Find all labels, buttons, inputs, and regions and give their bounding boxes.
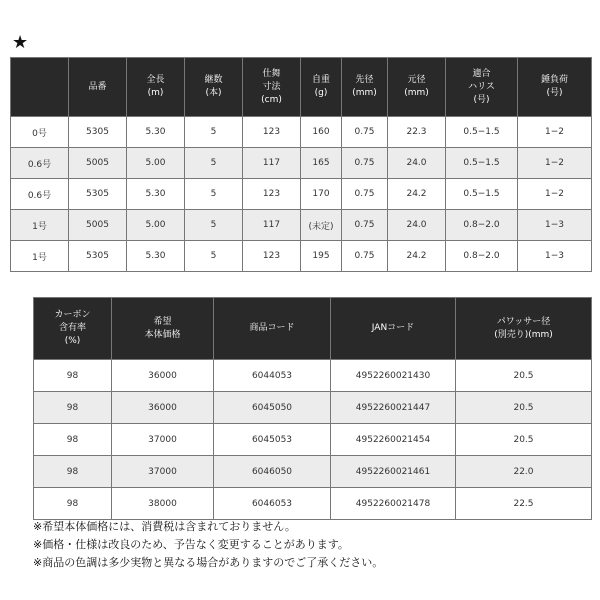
footnotes bbox=[33, 518, 593, 572]
table-cell: 6045050 bbox=[214, 392, 331, 424]
spec-table bbox=[10, 57, 592, 272]
table-cell: 5.30 bbox=[127, 241, 185, 272]
table-cell: 160 bbox=[301, 117, 342, 148]
table-cell: 24.2 bbox=[388, 179, 446, 210]
table-cell: 0.6号 bbox=[11, 148, 69, 179]
spec-header-cell: 錘負荷 (号) bbox=[518, 58, 592, 117]
table-cell: 117 bbox=[243, 210, 301, 241]
table-cell: 1−3 bbox=[518, 210, 592, 241]
code-header-cell: 希望 本体価格 bbox=[112, 298, 214, 360]
table-cell: 4952260021478 bbox=[331, 488, 456, 520]
table-cell: 24.0 bbox=[388, 148, 446, 179]
table-cell: 5.30 bbox=[127, 179, 185, 210]
table-cell: 170 bbox=[301, 179, 342, 210]
spec-header-row bbox=[11, 58, 592, 117]
footnote: ※希望本体価格には、消費税は含まれておりません。 bbox=[33, 520, 296, 533]
table-cell: 4952260021454 bbox=[331, 424, 456, 456]
table-cell: (未定) bbox=[301, 210, 342, 241]
table-cell: 5305 bbox=[69, 241, 127, 272]
table-cell: 1号 bbox=[11, 210, 69, 241]
table-cell: 4952260021447 bbox=[331, 392, 456, 424]
table-cell: 98 bbox=[34, 360, 112, 392]
table-cell: 20.5 bbox=[456, 392, 592, 424]
table-cell: 20.5 bbox=[456, 360, 592, 392]
spec-header-cell: 適合 ハリス (号) bbox=[446, 58, 518, 117]
code-header-cell: 商品コード bbox=[214, 298, 331, 360]
table-row bbox=[34, 488, 592, 520]
table-cell: 123 bbox=[243, 179, 301, 210]
table-cell: 5 bbox=[185, 241, 243, 272]
table-row bbox=[11, 179, 592, 210]
table-cell: 37000 bbox=[112, 424, 214, 456]
table-cell: 5305 bbox=[69, 117, 127, 148]
table-cell: 6046053 bbox=[214, 488, 331, 520]
table-cell: 0.75 bbox=[342, 148, 388, 179]
table-row bbox=[34, 392, 592, 424]
table-cell: 0号 bbox=[11, 117, 69, 148]
spec-header-cell: 仕舞 寸法 (cm) bbox=[243, 58, 301, 117]
table-row bbox=[11, 117, 592, 148]
table-cell: 0.75 bbox=[342, 179, 388, 210]
table-cell: 5305 bbox=[69, 179, 127, 210]
table-cell: 6044053 bbox=[214, 360, 331, 392]
table-cell: 98 bbox=[34, 456, 112, 488]
table-cell: 22.0 bbox=[456, 456, 592, 488]
code-header-cell: JANコード bbox=[331, 298, 456, 360]
table-cell: 98 bbox=[34, 424, 112, 456]
table-cell: 6046050 bbox=[214, 456, 331, 488]
spec-header-cell: 自重 (g) bbox=[301, 58, 342, 117]
table-cell: 38000 bbox=[112, 488, 214, 520]
table-cell: 4952260021461 bbox=[331, 456, 456, 488]
table-cell: 36000 bbox=[112, 360, 214, 392]
table-cell: 0.5−1.5 bbox=[446, 179, 518, 210]
table-cell: 1号 bbox=[11, 241, 69, 272]
code-header-cell: カーボン 含有率 (%) bbox=[34, 298, 112, 360]
table-cell: 5.00 bbox=[127, 210, 185, 241]
table-cell: 1−2 bbox=[518, 148, 592, 179]
table-cell: 0.75 bbox=[342, 210, 388, 241]
table-cell: 4952260021430 bbox=[331, 360, 456, 392]
footnote: ※商品の色調は多少実物と異なる場合がありますのでご了承ください。 bbox=[33, 556, 384, 569]
spec-header-cell: 品番 bbox=[69, 58, 127, 117]
spec-header-cell: 先径 (mm) bbox=[342, 58, 388, 117]
table-row bbox=[11, 210, 592, 241]
table-cell: 5 bbox=[185, 148, 243, 179]
footnote: ※価格・仕様は改良のため、予告なく変更することがあります。 bbox=[33, 538, 349, 551]
spec-header-cell: 元径 (mm) bbox=[388, 58, 446, 117]
table-row bbox=[34, 424, 592, 456]
table-cell: 5.30 bbox=[127, 117, 185, 148]
table-cell: 0.8−2.0 bbox=[446, 210, 518, 241]
table-cell: 117 bbox=[243, 148, 301, 179]
table-cell: 1−2 bbox=[518, 117, 592, 148]
table-cell: 6045053 bbox=[214, 424, 331, 456]
table-cell: 5005 bbox=[69, 148, 127, 179]
table-cell: 5 bbox=[185, 210, 243, 241]
table-cell: 37000 bbox=[112, 456, 214, 488]
table-cell: 24.0 bbox=[388, 210, 446, 241]
code-header-cell: パワッサー径 (別売り)(mm) bbox=[456, 298, 592, 360]
table-cell: 5 bbox=[185, 117, 243, 148]
table-cell: 0.5−1.5 bbox=[446, 148, 518, 179]
table-cell: 5 bbox=[185, 179, 243, 210]
table-cell: 165 bbox=[301, 148, 342, 179]
table-cell: 36000 bbox=[112, 392, 214, 424]
table-cell: 1−2 bbox=[518, 179, 592, 210]
table-row bbox=[11, 241, 592, 272]
star-icon: ★ bbox=[12, 32, 29, 53]
table-row bbox=[34, 360, 592, 392]
table-cell: 98 bbox=[34, 392, 112, 424]
table-cell: 0.5−1.5 bbox=[446, 117, 518, 148]
table-cell: 5.00 bbox=[127, 148, 185, 179]
spec-header-cell bbox=[11, 58, 69, 117]
table-cell: 5005 bbox=[69, 210, 127, 241]
table-cell: 20.5 bbox=[456, 424, 592, 456]
table-cell: 0.8−2.0 bbox=[446, 241, 518, 272]
table-cell: 0.6号 bbox=[11, 179, 69, 210]
table-cell: 1−3 bbox=[518, 241, 592, 272]
table-cell: 22.5 bbox=[456, 488, 592, 520]
table-row bbox=[34, 456, 592, 488]
table-cell: 123 bbox=[243, 241, 301, 272]
spec-header-cell: 継数 (本) bbox=[185, 58, 243, 117]
code-table bbox=[33, 297, 592, 520]
table-cell: 123 bbox=[243, 117, 301, 148]
table-cell: 22.3 bbox=[388, 117, 446, 148]
code-header-row bbox=[34, 298, 592, 360]
table-row bbox=[11, 148, 592, 179]
table-cell: 98 bbox=[34, 488, 112, 520]
table-cell: 24.2 bbox=[388, 241, 446, 272]
table-cell: 195 bbox=[301, 241, 342, 272]
table-cell: 0.75 bbox=[342, 117, 388, 148]
table-cell: 0.75 bbox=[342, 241, 388, 272]
spec-header-cell: 全長 (m) bbox=[127, 58, 185, 117]
